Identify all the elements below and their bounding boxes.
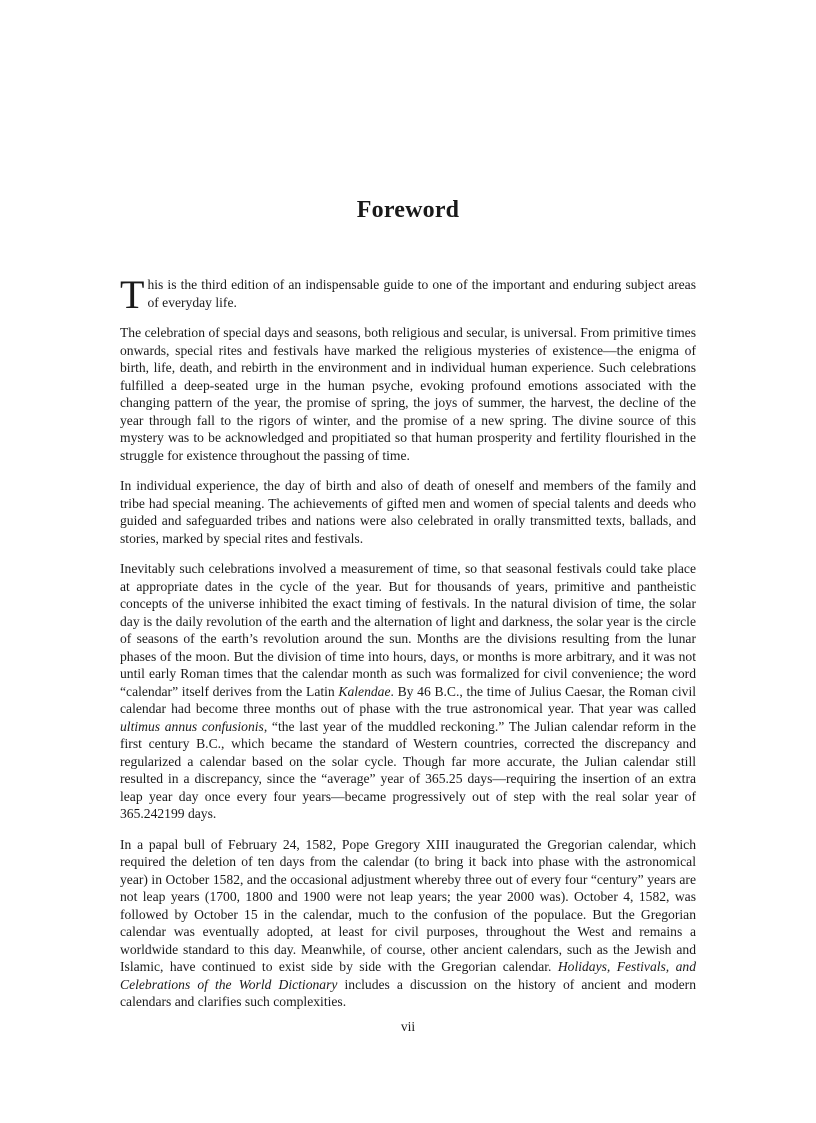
body-text [120, 272, 697, 1024]
paragraph-4-italic-latin-phrase: ultimus annus confusionis [120, 718, 264, 734]
drop-cap: T [120, 272, 145, 317]
paragraph-5 [120, 836, 696, 1011]
paragraph-5-text-1: In a papal bull of February 24, 1582, Pope Gregory XIII inaugurated the Gregorian calendar, which required the deletion of ten days from the calendar (to bring it back into phase with the astronomical year) in October 1582, and the occasional adjustment whereby three out of every four “century” years are not leap years (1700, 1800 and 1900 were not leap years; the year 2000 was). October 4, 1582, was followed by October 15 in the calendar, much to the confusion of the populace. But the Gregorian calendar was eventually adopted, at least for civil purposes, throughout the West and remains a worldwide standard to this day. Meanwhile, of course, other ancient calendars, such as the Jewish and Islamic, have continued to exist side by side with the Gregorian calendar. [120, 836, 696, 974]
page-number: vii [400, 1019, 416, 1034]
paragraph-4-text-3: , “the last year of the muddled reckoning.” The Julian calendar reform in the first century B.C., which became the standard of Western countries, corrected the discrepancy and regularized a calendar based on the solar cycle. Though far more accurate, the Julian calendar still resulted in a discrepancy, since the “average” year of 365.25 days—requiring the insertion of an extra leap year day once every four years—became progressively out of step with the real solar year of 365.242199 days. [120, 718, 696, 821]
paragraph-5-italic-book-title: Holidays, Festivals, and Celebrations of the World Dictionary [120, 959, 697, 992]
paragraph-1-text: his is the third edition of an indispensable guide to one of the important and enduring subject areas of everyday life. [147, 277, 696, 310]
page-title: Foreword [356, 197, 460, 223]
paragraph-4-text-1: Inevitably such celebrations involved a measurement of time, so that seasonal festivals could take place at appropriate dates in the cycle of the year. But for thousands of years, primitive and pantheistic concepts of the universe inhibited the exact timing of festivals. In the natural division of time, the solar day is the daily revolution of the earth and the alternation of light and darkness, the solar year is the circle of seasons of the earth’s revolution around the sun. Months are the divisions resulting from the lunar phases of the moon. But the division of time into hours, days, or months is more arbitrary, and it was not until early Roman times that the calendar month as such was formalized for civil convenience; the word “calendar” itself derives from the Latin [120, 561, 696, 699]
paragraph-4 [120, 560, 696, 823]
paragraph-3: In individual experience, the day of birth and also of death of oneself and members of the family and tribe had special meaning. The achievements of gifted men and women of special talents and deeds who guided and safeguarded tribes and nations were also celebrated in orally transmitted texts, ballads, and stories, marked by special rites and festivals. [120, 478, 696, 546]
paragraph-2: The celebration of special days and seasons, both religious and secular, is universal. From primitive times onwards, special rites and festivals have marked the religious mysteries of existence—the enigma of birth, life, death, and rebirth in the environment and in individual human experience. Such celebrations fulfilled a deep-seated urge in the human psyche, evoking profound emotions associated with the changing pattern of the year, the promise of spring, the joys of summer, the harvest, the decline of the year through fall to the rigors of winter, and the promise of a new spring. The divine source of this mystery was to be acknowledged and propitiated so that human prosperity and fertility flourished in the struggle for existence throughout the passing of time. [120, 325, 696, 463]
paragraph-4-text-2: . By 46 B.C., the time of Julius Caesar, the Roman civil calendar had become three months out of phase with the true astronomical year. That year was called [120, 683, 696, 716]
paragraph-1 [120, 272, 696, 317]
paragraph-5-text-2: includes a discussion on the history of ancient and modern calendars and clarifies such complexities. [120, 976, 697, 1009]
paragraph-4-italic-kalendae: Kalendae [338, 683, 391, 699]
